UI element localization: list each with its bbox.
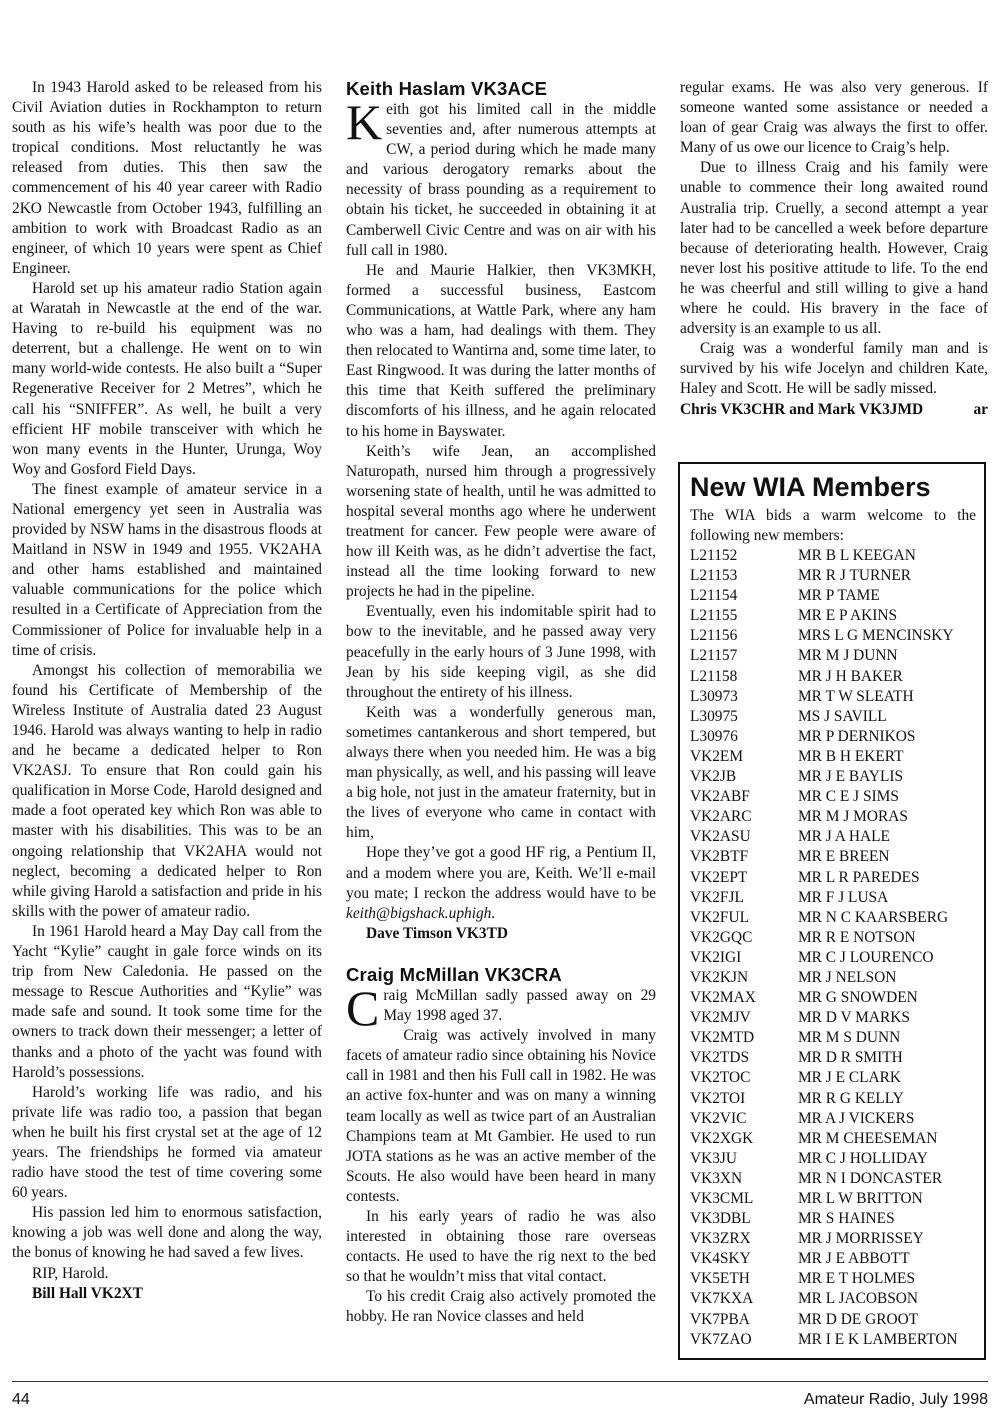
member-name: MR D DE GROOT [798,1310,919,1328]
paragraph: His passion led him to enormous satisfaction, knowing a job was well done and along the way, the bonus of knowing he had saved a few lives. [12,1204,322,1262]
member-callsign: VK2MJV [690,1009,751,1027]
member-row [690,1089,976,1109]
member-row [690,847,976,867]
member-name: MR J E CLARK [798,1069,902,1087]
members-list [690,546,976,1350]
member-row [690,787,976,807]
paragraph: RIP, Harold. [32,1264,109,1282]
member-callsign: VK2ABF [690,788,750,806]
member-callsign: L21154 [690,587,738,605]
signature: Bill Hall VK2XT [32,1284,143,1302]
member-name: MR L JACOBSON [798,1290,919,1308]
member-row [690,868,976,888]
paragraph-craig-first [346,979,656,1036]
member-name: MR R E NOTSON [798,928,916,946]
member-name: MR B H EKERT [798,747,904,765]
members-intro: The WIA bids a warm welcome to the following new members: [690,507,976,544]
member-name: MR D R SMITH [798,1049,903,1067]
member-name: MR A J VICKERS [798,1109,915,1127]
paragraph: Keith was a wonderfully generous man, sometimes cantankerous and short tempered, but always there when you needed him. He was a big man physically, as well, and his passing will leave a big hole, not just in the amateur fraternity, but in the lives of everyone who came in contact with him, [346,703,656,842]
member-row [690,1048,976,1068]
member-callsign: VK3XN [690,1169,743,1187]
member-name: MR C E J SIMS [798,788,899,806]
member-name: MR M J MORAS [798,808,908,826]
member-callsign: VK2TOC [690,1069,751,1087]
member-row [690,1068,976,1088]
paragraph: Craig was a wonderful family man and is survived by his wife Jocelyn and children Kate, Haley and Scott. He will be sadly missed. [680,340,988,398]
column-obituaries [346,78,656,1328]
member-callsign: VK2ARC [690,808,752,826]
member-row [690,586,976,606]
member-callsign: L21152 [690,547,738,564]
member-row [690,546,976,566]
paragraph: Amongst his collection of memorabilia we found his Certificate of Membership of the Wireless Institute of Australia dated 23 August 1946. Harold was always wanting to help in radio and he became a dedicated helper to Ron VK2ASJ. To ensure that Ron could gain his qualification in Morse Code, Harold designed and made a foot operated key which Ron was able to master with his disabilities. This was to be an ongoing relationship that VK2AHA would not neglect, becoming a dedicated helper to Ron while giving Harold a satisfaction and pride in his skills with the power of amateur radio. [12,661,322,920]
member-name: MR R G KELLY [798,1089,904,1107]
paragraph-text: eith got his limited call in the middle seventies and, after numerous attempts at CW, a period during which he made many and various derogatory remarks about the necessity of brass pounding as a requirement to obtain his ticket, he succeeded in obtaining it at Camberwell Civic Centre and was on air with his full call in 1980. [346,101,656,259]
member-callsign: VK7ZAO [690,1330,752,1348]
member-callsign: L21158 [690,667,738,685]
member-callsign: L30975 [690,707,738,725]
member-row [690,1229,976,1249]
member-callsign: VK7PBA [690,1310,750,1328]
member-row [690,1269,976,1289]
member-name: MR G SNOWDEN [798,989,918,1007]
member-row [690,888,976,908]
publication-info: Amateur Radio, July 1998 [803,1391,988,1408]
member-callsign: VK2MAX [690,989,756,1007]
member-row [690,1008,976,1028]
member-name: MR E P AKINS [798,607,898,625]
member-row [690,1330,976,1350]
member-name: MR D V MARKS [798,1009,910,1027]
member-name: MR M CHEESEMAN [798,1129,938,1147]
member-name: MR N C KAARSBERG [798,908,949,926]
punctuation: . [491,904,496,922]
column-harold [12,78,322,1304]
member-row [690,727,976,747]
page-number: 44 [12,1391,30,1408]
paragraph: Eventually, even his indomitable spirit had to bow to the inevitable, and he passed away very peacefully in the early hours of 3 June 1998, with Jean by his side keeping vigil, as she did throughout the entirety of his illness. [346,603,656,701]
paragraph-text: Hope they’ve got a good HF rig, a Pentium II, and a modem where you are, Keith. We’ll e-mail you mate; I reckon the address would have to be [346,844,656,902]
paragraph: In his early years of radio he was also interested in obtaining those rare overseas contacts. He used to have the rig next to the bed so that he wouldn’t miss that vital contact. [346,1207,656,1286]
member-name: MR J NELSON [798,968,897,986]
member-callsign: L30976 [690,727,738,745]
member-row [690,747,976,767]
paragraph: Harold set up his amateur radio Station again at Waratah in Newcastle at the end of the war. Having to re-build his equipment was no deterrent, but a challenge. He went on to win many world-wide contests. He also built a “Super Regenerative Receiver for 2 Metres”, which he call his “SNIFFER”. As well, he built a very efficient HF mobile transceiver with which he won many events in the Hunter, Urunga, Woy Woy and Gosford Field Days. [12,279,322,478]
paragraph: Craig was actively involved in many facets of amateur radio since obtaining his Novice call in 1981 and then his Full call in 1982. He was an active fox-hunter and was on many a winning team locally as well as twice part of an Australian Champions team at Mt Gambier. He used to run JOTA stations as he was an active member of the Scouts. He also would have been heard in many contests. [346,1027,656,1205]
member-row [690,626,976,646]
member-callsign: VK3ZRX [690,1230,751,1248]
signature: Dave Timson VK3TD [366,924,508,942]
member-name: MR N I DONCASTER [798,1169,943,1187]
member-row [690,1129,976,1149]
signature-row [680,400,988,420]
member-name: MR J E ABBOTT [798,1250,910,1268]
member-row [690,1169,976,1189]
member-callsign: VK3JU [690,1149,738,1167]
member-row [690,566,976,586]
paragraph: Harold’s working life was radio, and his private life was radio too, a passion that began when he built his first crystal set at the age of 12 years. The friendships he formed via amateur radio have stood the test of time covering some 60 years. [12,1083,322,1202]
paragraph: Due to illness Craig and his family were unable to commence their long awaited round Australia trip. Cruelly, a second attempt a year later had to be cancelled a week before departure because of deteriorating health. However, Craig never lost his positive attitude to life. To the end he was cheerful and still willing to give a hand where he could. His bravery in the face of adversity is an example to us all. [680,159,988,338]
member-row [690,606,976,626]
member-callsign: L21156 [690,627,738,645]
page-footer [12,1387,988,1413]
member-callsign: VK2KJN [690,968,749,986]
member-callsign: VK2FJL [690,888,744,906]
member-name: MR F J LUSA [798,888,889,906]
member-name: MR E BREEN [798,848,890,866]
member-name: MR S HAINES [798,1210,895,1228]
member-callsign: VK2BTF [690,848,749,866]
member-row [690,667,976,687]
new-members-box [678,462,986,1360]
paragraph-last [346,843,656,923]
member-callsign: VK2VIC [690,1109,747,1127]
member-callsign: VK3DBL [690,1210,751,1228]
member-name: MR P TAME [798,587,880,605]
member-row [690,1310,976,1330]
member-name: MR T W SLEATH [798,687,914,705]
paragraph: In 1961 Harold heard a May Day call from the Yacht “Kylie” caught in gale force winds on its trip from New Caledonia. He passed on the message to Rescue Authorities and “Kylie” was made safe and sound. It took some time for the owners to track down their messenger; a letter of thanks and a photo of the yacht was found with Harold’s possessions. [12,922,322,1081]
paragraph-text: raig McMillan sadly passed away on 29 May 1998 aged 37. [383,986,656,1025]
member-name: MR R J TURNER [798,567,912,585]
member-name: MRS L G MENCINSKY [798,627,954,645]
member-callsign: VK2ASU [690,828,751,846]
member-callsign: VK2MTD [690,1029,755,1047]
member-row [690,1149,976,1169]
paragraph: He and Maurie Halkier, then VK3MKH, formed a successful business, Eastcom Communications, at Wattle Park, where any ham who was a ham, had dealings with them. They then relocated to Wantirna and, some time later, to East Ringwood. It was during the latter months of this time that Keith suffered the preliminary discomforts of his illness, and he again relocated to his home in Bayswater. [346,261,656,440]
paragraph: To his credit Craig also actively promoted the hobby. He ran Novice classes and held [346,1288,656,1326]
member-name: MR M J DUNN [798,647,898,665]
member-row [690,646,976,666]
member-name: MR J A HALE [798,828,890,846]
end-mark: ar [973,400,988,418]
member-name: MR M S DUNN [798,1029,901,1047]
paragraph: In 1943 Harold asked to be released from his Civil Aviation duties in Rockhampton to return south as his wife’s health was poor due to the tropical conditions. Most reluctantly he was released from duties. This then saw the commencement of his 40 year career with Radio 2KO Newcastle from October 1943, fulfilling an ambition to work with Broadcast Radio as an engineer, of which 10 years were spent as Chief Engineer. [12,79,322,277]
member-row [690,767,976,787]
email-address: keith@bigshack.uphigh [346,904,492,922]
member-row [690,1028,976,1048]
member-name: MR E T HOLMES [798,1270,916,1288]
member-name: MR C J HOLLIDAY [798,1149,928,1167]
member-row [690,928,976,948]
member-name: MR P DERNIKOS [798,727,916,745]
member-row [690,908,976,928]
member-row [690,1209,976,1229]
member-row [690,988,976,1008]
member-row [690,968,976,988]
member-callsign: L30973 [690,687,738,705]
member-row [690,827,976,847]
member-callsign: VK2FUL [690,908,749,926]
spacer [346,944,656,964]
member-name: MR B L KEEGAN [798,547,916,564]
member-callsign: L21157 [690,647,738,665]
footer-rule [12,1381,988,1382]
member-name: MR L W BRITTON [798,1190,923,1207]
member-callsign: VK2EPT [690,868,748,886]
member-row [690,1189,976,1209]
member-callsign: VK2IGI [690,948,742,966]
member-row [690,807,976,827]
member-callsign: VK2TOI [690,1089,746,1107]
member-callsign: VK2JB [690,768,737,786]
members-title: New WIA Members [690,472,931,502]
signature: Chris VK3CHR and Mark VK3JMD [680,400,924,418]
member-callsign: VK2XGK [690,1129,754,1147]
member-name: MR I E K LAMBERTON [798,1330,958,1348]
member-row [690,948,976,968]
member-row [690,1109,976,1129]
paragraph-keith-first [346,94,656,261]
member-callsign: VK2GQC [690,928,753,946]
member-callsign: VK2EM [690,747,744,765]
member-name: MR C J LOURENCO [798,948,934,966]
member-callsign: VK4SKY [690,1250,751,1268]
member-callsign: VK7KXA [690,1290,754,1308]
member-callsign: VK2TDS [690,1049,749,1067]
member-name: MS J SAVILL [798,707,887,725]
member-name: MR J MORRISSEY [798,1230,924,1248]
member-callsign: L21153 [690,567,738,585]
heading-keith: Keith Haslam VK3ACE [346,78,548,99]
dropcap: K [346,94,383,150]
member-callsign: L21155 [690,607,738,625]
member-name: MR J E BAYLIS [798,768,904,786]
member-name: MR J H BAKER [798,667,903,685]
heading-craig: Craig McMillan VK3CRA [346,963,562,985]
member-callsign: VK5ETH [690,1270,750,1288]
member-name: MR L R PAREDES [798,868,920,886]
member-row [690,1249,976,1269]
column-craig-continued [680,78,988,420]
member-row [690,1289,976,1309]
member-callsign: VK3CML [690,1190,754,1207]
member-row [690,687,976,707]
paragraph: Keith’s wife Jean, an accomplished Naturopath, nursed him through a progressively worsening state of health, until he was admitted to hospital several months ago where he underwent treatment for cancer. Few people were aware of how ill Keith was, as he didn’t advertise the fact, instead all the time looking forward to new projects he had in the pipeline. [346,442,656,601]
paragraph: regular exams. He was also very generous. If someone wanted some assistance or needed a loan of gear Craig was always the first to offer. Many of us owe our licence to Craig’s help. [680,79,988,157]
paragraph: The finest example of amateur service in a National emergency yet seen in Australia was provided by NSW hams in the disastrous floods at Maitland in NSW in 1949 and 1955. VK2AHA and other hams established and maintained valuable communications for the police which resulted in a Certificate of Appreciation from the Commissioner of Police for invaluable help in a time of crisis. [12,480,322,659]
member-row [690,707,976,727]
dropcap: C [346,979,380,1036]
